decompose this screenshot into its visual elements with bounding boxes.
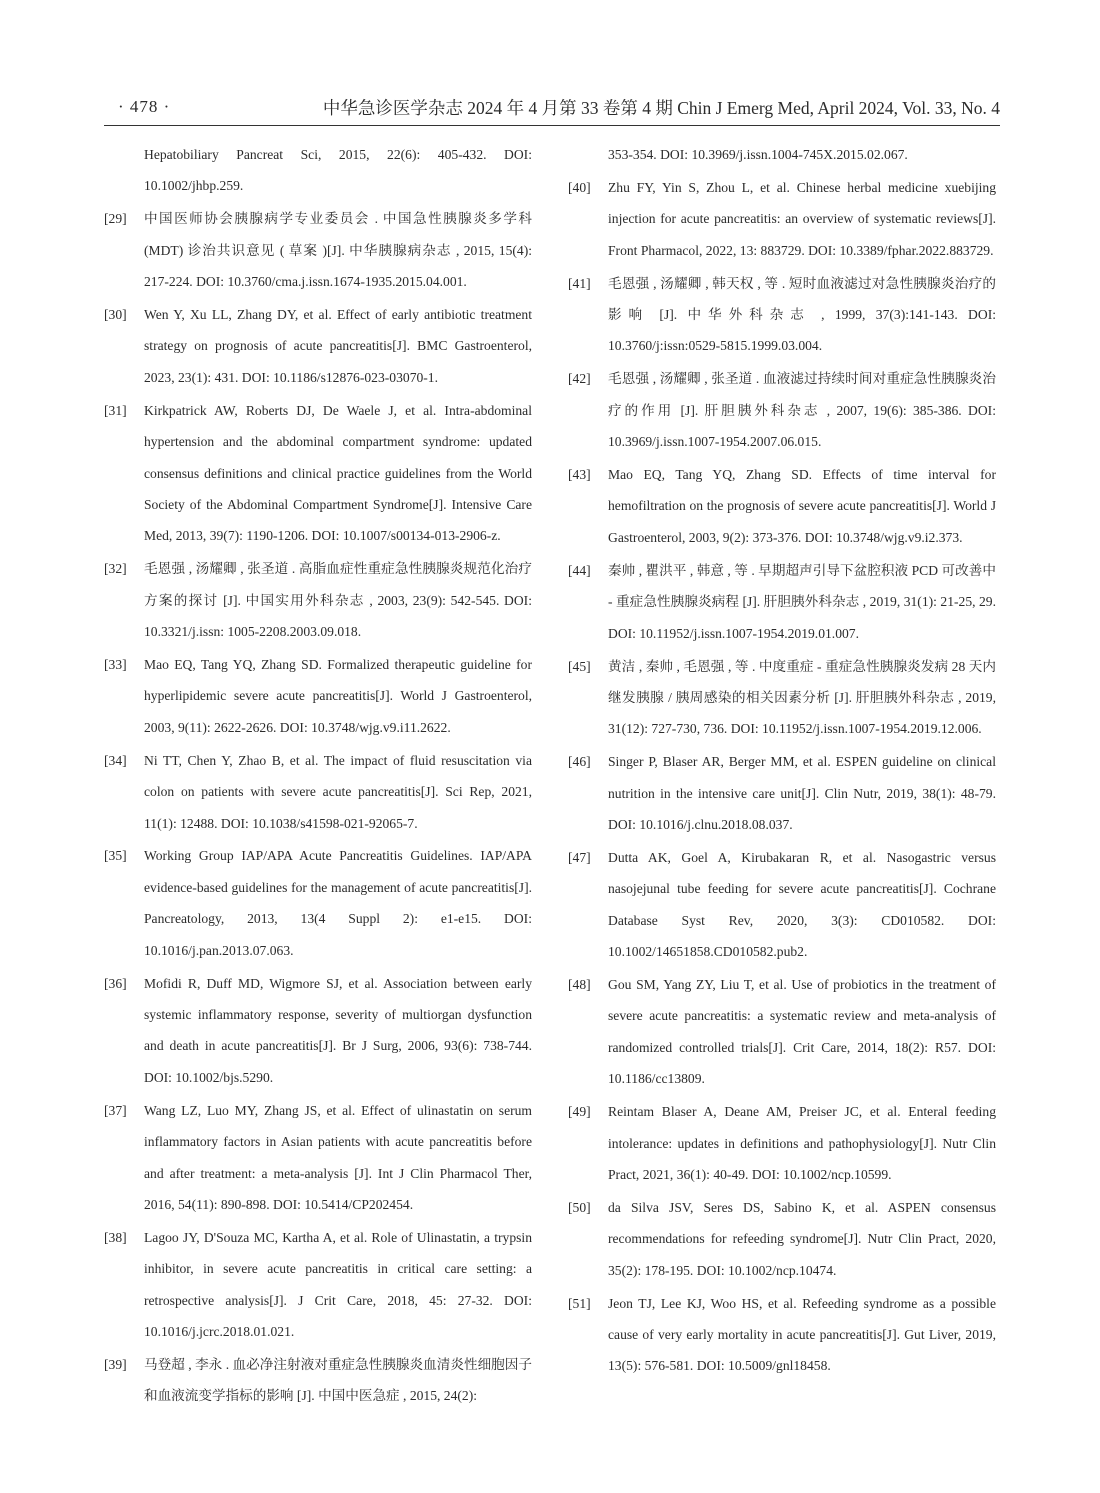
reference-item bbox=[104, 649, 532, 743]
reference-number: [40] bbox=[568, 179, 591, 195]
reference-text: Singer P, Blaser AR, Berger MM, et al. ESPEN guideline on clinical nutrition in the intensive care unit[J]. Clin Nutr, 2019, 38(1): 48-79. DOI: 10.1016/j.clnu.2018.08.037. bbox=[608, 754, 996, 833]
reference-continuation bbox=[568, 139, 996, 170]
reference-text: 毛恩强 , 汤耀卿 , 张圣道 . 高脂血症性重症急性胰腺炎规范化治疗方案的探讨 [J]. 中国实用外科杂志 , 2003, 23(9): 542-545. DOI: 10.3321/j.issn: 1005-2208.2003.09.018. bbox=[144, 561, 532, 640]
reference-number: [44] bbox=[568, 562, 591, 578]
reference-number: [34] bbox=[104, 752, 127, 768]
reference-item bbox=[568, 1288, 996, 1382]
reference-item bbox=[104, 968, 532, 1094]
reference-number: [36] bbox=[104, 975, 127, 991]
reference-text: Jeon TJ, Lee KJ, Woo HS, et al. Refeeding syndrome as a possible cause of very early mortality in acute pancreatitis[J]. Gut Liver, 2019, 13(5): 576-581. DOI: 10.5009/gnl18458. bbox=[608, 1295, 996, 1374]
reference-number: [47] bbox=[568, 849, 591, 865]
reference-continuation bbox=[104, 139, 532, 202]
reference-column-left bbox=[104, 139, 532, 1413]
reference-number: [42] bbox=[568, 371, 591, 387]
reference-number: [45] bbox=[568, 658, 591, 674]
reference-text: Lagoo JY, D'Souza MC, Kartha A, et al. Role of Ulinastatin, a trypsin inhibitor, in severe acute pancreatitis in critical care setting: a retrospective analysis[J]. J Crit Care, 2018, 45: 27-32. DOI: 10.1016/j.jcrc.2018.01.021. bbox=[144, 1229, 532, 1340]
reference-item bbox=[104, 1349, 532, 1412]
reference-item bbox=[568, 363, 996, 457]
reference-text: da Silva JSV, Seres DS, Sabino K, et al. ASPEN consensus recommendations for refeeding syndrome[J]. Nutr Clin Pract, 2020, 35(2): 178-195. DOI: 10.1002/ncp.10474. bbox=[608, 1199, 996, 1278]
journal-citation-line: 中华急诊医学杂志 2024 年 4 月第 33 卷第 4 期 Chin J Emerg Med, April 2024, Vol. 33, No. 4 bbox=[322, 98, 1000, 118]
reference-text: 毛恩强 , 汤耀卿 , 韩天权 , 等 . 短时血液滤过对急性胰腺炎治疗的影响 [J]. 中华外科杂志 , 1999, 37(3):141-143. DOI: 10.3760/j:issn:0529-5815.1999.03.004. bbox=[608, 275, 996, 354]
reference-text: Dutta AK, Goel A, Kirubakaran R, et al. Nasogastric versus nasojejunal tube feeding for severe acute pancreatitis[J]. Cochrane Database Syst Rev, 2020, 3(3): CD010582. DOI: 10.1002/14651858.CD010582.pub2. bbox=[608, 849, 996, 960]
reference-number: [32] bbox=[104, 561, 127, 577]
page-number: · 478 · bbox=[118, 97, 171, 116]
reference-number: [30] bbox=[104, 307, 127, 323]
reference-text: Gou SM, Yang ZY, Liu T, et al. Use of probiotics in the treatment of severe acute pancreatitis: a systematic review and meta-analysis of randomized controlled trials[J]. Crit Care, 2014, 18(2): R57. DOI: 10.1186/cc13809. bbox=[608, 977, 996, 1087]
reference-item bbox=[568, 555, 996, 649]
reference-number: [50] bbox=[568, 1199, 591, 1215]
reference-item bbox=[568, 1192, 996, 1286]
reference-item bbox=[104, 553, 532, 647]
reference-item bbox=[568, 268, 996, 362]
reference-number: [46] bbox=[568, 754, 591, 770]
reference-text: Wang LZ, Luo MY, Zhang JS, et al. Effect of ulinastatin on serum inflammatory factors in Asian patients with acute pancreatitis before and after treatment: a meta-analysis [J]. Int J Clin Pharmacol Ther, 2016, 54(11): 890-898. DOI: 10.5414/CP202454. bbox=[144, 1102, 532, 1212]
reference-item bbox=[568, 1096, 996, 1190]
reference-column-right bbox=[568, 139, 996, 1383]
reference-item bbox=[104, 1095, 532, 1221]
running-header bbox=[104, 95, 1000, 126]
reference-text: Kirkpatrick AW, Roberts DJ, De Waele J, et al. Intra-abdominal hypertension and the abdominal compartment syndrome: updated consensus definitions and clinical practice guidelines from the World Society of the Abdominal Compartment Syndrome[J]. Intensive Care Med, 2013, 39(7): 1190-1206. DOI: 10.1007/s00134-013-2906-z. bbox=[144, 402, 532, 544]
reference-item bbox=[568, 651, 996, 745]
reference-number: [31] bbox=[104, 402, 127, 418]
reference-item bbox=[104, 203, 532, 297]
reference-number: [41] bbox=[568, 275, 591, 291]
reference-item bbox=[568, 746, 996, 840]
reference-text: Mao EQ, Tang YQ, Zhang SD. Effects of time interval for hemofiltration on the prognosis of severe acute pancreatitis[J]. World J Gastroenterol, 2003, 9(2): 373-376. DOI: 10.3748/wjg.v9.i2.373. bbox=[608, 467, 996, 545]
reference-item bbox=[568, 969, 996, 1095]
reference-text: 中国医师协会胰腺病学专业委员会 . 中国急性胰腺炎多学科 (MDT) 诊治共识意见 ( 草案 )[J]. 中华胰腺病杂志 , 2015, 15(4): 217-224. DOI: 10.3760/cma.j.issn.1674-1935.2015.04.001. bbox=[144, 211, 532, 290]
reference-text: 马登超 , 李永 . 血必净注射液对重症急性胰腺炎血清炎性细胞因子和血液流变学指标的影响 [J]. 中国中医急症 , 2015, 24(2): bbox=[144, 1356, 532, 1404]
reference-item bbox=[104, 745, 532, 839]
reference-number: [48] bbox=[568, 977, 591, 993]
reference-item bbox=[568, 172, 996, 266]
reference-text: Mofidi R, Duff MD, Wigmore SJ, et al. Association between early systemic inflammatory response, severity of multiorgan dysfunction and death in acute pancreatitis[J]. Br J Surg, 2006, 93(6): 738-744. DOI: 10.1002/bjs.5290. bbox=[144, 975, 532, 1085]
reference-number: [51] bbox=[568, 1295, 591, 1311]
reference-item bbox=[104, 1222, 532, 1348]
reference-number: [39] bbox=[104, 1356, 127, 1372]
reference-text: Hepatobiliary Pancreat Sci, 2015, 22(6): 405-432. DOI: 10.1002/jhbp.259. bbox=[144, 147, 532, 194]
reference-item bbox=[104, 299, 532, 393]
reference-text: 353-354. DOI: 10.3969/j.issn.1004-745X.2015.02.067. bbox=[608, 147, 908, 162]
reference-text: Reintam Blaser A, Deane AM, Preiser JC, et al. Enteral feeding intolerance: updates in definitions and pathophysiology[J]. Nutr Clin Pract, 2021, 36(1): 40-49. DOI: 10.1002/ncp.10599. bbox=[608, 1104, 996, 1182]
reference-text: Mao EQ, Tang YQ, Zhang SD. Formalized therapeutic guideline for hyperlipidemic severe acute pancreatitis[J]. World J Gastroenterol, 2003, 9(11): 2622-2626. DOI: 10.3748/wjg.v9.i11.2622. bbox=[144, 657, 532, 735]
reference-number: [43] bbox=[568, 467, 591, 483]
reference-text: 黄洁 , 秦帅 , 毛恩强 , 等 . 中度重症 - 重症急性胰腺炎发病 28 天内继发胰腺 / 胰周感染的相关因素分析 [J]. 肝胆胰外科杂志 , 2019, 31(12): 727-730, 736. DOI: 10.11952/j.issn.1007-1954.2019.12.006. bbox=[608, 658, 996, 737]
reference-text: 秦帅 , 瞿洪平 , 韩意 , 等 . 早期超声引导下盆腔积液 PCD 可改善中 - 重症急性胰腺炎病程 [J]. 肝胆胰外科杂志 , 2019, 31(1): 21-25, 29. DOI: 10.11952/j.issn.1007-1954.2019.01.007. bbox=[608, 562, 996, 641]
reference-number: [37] bbox=[104, 1102, 127, 1118]
reference-number: [49] bbox=[568, 1104, 591, 1120]
reference-number: [33] bbox=[104, 657, 127, 672]
reference-text: 毛恩强 , 汤耀卿 , 张圣道 . 血液滤过持续时间对重症急性胰腺炎治疗的作用 [J]. 肝胆胰外科杂志 , 2007, 19(6): 385-386. DOI: 10.3969/j.issn.1007-1954.2007.06.015. bbox=[608, 371, 996, 450]
reference-text: Zhu FY, Yin S, Zhou L, et al. Chinese herbal medicine xuebijing injection for acute pancreatitis: an overview of systematic reviews[J]. Front Pharmacol, 2022, 13: 883729. DOI: 10.3389/fphar.2022.883729. bbox=[608, 179, 996, 258]
reference-item bbox=[568, 459, 996, 553]
reference-number: [35] bbox=[104, 848, 127, 864]
reference-item bbox=[104, 840, 532, 966]
reference-item bbox=[568, 842, 996, 968]
reference-text: Wen Y, Xu LL, Zhang DY, et al. Effect of early antibiotic treatment strategy on prognosis of acute pancreatitis[J]. BMC Gastroenterol, 2023, 23(1): 431. DOI: 10.1186/s12876-023-03070-1. bbox=[144, 307, 532, 385]
reference-item bbox=[104, 395, 532, 552]
reference-text: Ni TT, Chen Y, Zhao B, et al. The impact of fluid resuscitation via colon on patients with severe acute pancreatitis[J]. Sci Rep, 2021, 11(1): 12488. DOI: 10.1038/s41598-021-92065-7. bbox=[144, 752, 532, 831]
reference-text: Working Group IAP/APA Acute Pancreatitis Guidelines. IAP/APA evidence-based guidelines for the management of acute pancreatitis[J]. Pancreatology, 2013, 13(4 Suppl 2): e1-e15. DOI: 10.1016/j.pan.2013.07.063. bbox=[144, 848, 532, 958]
reference-number: [29] bbox=[104, 211, 127, 227]
reference-number: [38] bbox=[104, 1229, 127, 1245]
